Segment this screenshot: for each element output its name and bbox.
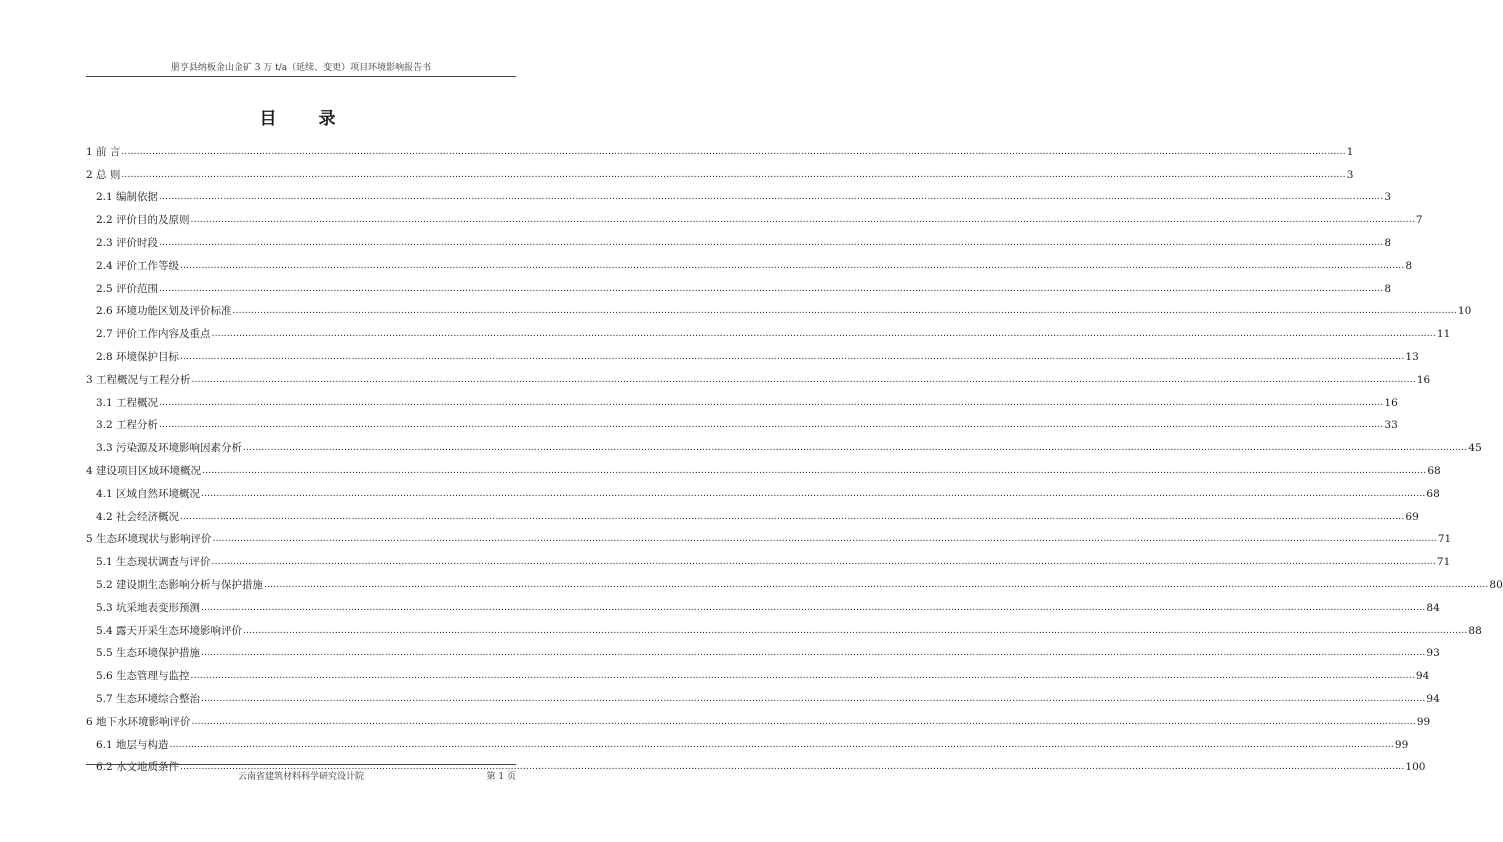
toc-dot-leader: ................................................................................................................................................................................................................................................................................................................................................................................................................	[190, 215, 1415, 226]
toc-dot-leader: ................................................................................................................................................................................................................................................................................................................................................................................................................	[264, 579, 1489, 590]
toc-entry[interactable]	[86, 682, 1440, 705]
toc-entry-label: 3 工程概况与工程分析	[86, 373, 191, 386]
toc-dot-leader: ................................................................................................................................................................................................................................................................................................................................................................................................................	[211, 557, 1436, 568]
toc-entry-label: 2.4 评价工作等级	[96, 259, 180, 272]
toc-entry[interactable]	[86, 363, 1431, 386]
toc-entry-page: 3	[1384, 191, 1392, 204]
toc-entry-page: 1	[1346, 145, 1354, 158]
toc-entry-page: 68	[1426, 487, 1440, 500]
toc-dot-leader: ................................................................................................................................................................................................................................................................................................................................................................................................................	[180, 511, 1405, 522]
toc-dot-leader: ................................................................................................................................................................................................................................................................................................................................................................................................................	[121, 169, 1346, 180]
toc-entry-page: 99	[1394, 738, 1409, 751]
toc-entry[interactable]	[86, 568, 1503, 591]
toc-entry-label: 5 生态环境现状与影响评价	[86, 533, 212, 546]
toc-entry[interactable]	[86, 545, 1451, 569]
toc-entry[interactable]	[86, 409, 1398, 432]
toc-dot-leader: ................................................................................................................................................................................................................................................................................................................................................................................................................	[211, 329, 1436, 340]
toc-entry[interactable]	[86, 614, 1482, 637]
footer-page-number: 第 1 页	[486, 772, 516, 782]
toc-entry-page: 10	[1457, 305, 1472, 318]
toc-entry[interactable]	[86, 295, 1472, 318]
toc-entry[interactable]	[86, 431, 1482, 455]
toc-entry-label: 2.2 评价目的及原则	[96, 214, 190, 227]
toc-entry-label: 5.5 生态环境保护措施	[96, 647, 201, 660]
toc-entry-page: 94	[1415, 670, 1430, 683]
toc-dot-leader: ................................................................................................................................................................................................................................................................................................................................................................................................................	[159, 283, 1384, 294]
toc-entry-page: 8	[1384, 282, 1392, 295]
toc-entry[interactable]	[86, 705, 1431, 728]
toc-dot-leader: ................................................................................................................................................................................................................................................................................................................................................................................................................	[180, 762, 1405, 773]
toc-entry-label: 6 地下水环境影响评价	[86, 715, 191, 728]
toc-dot-leader: ................................................................................................................................................................................................................................................................................................................................................................................................................	[202, 465, 1427, 476]
toc-dot-leader: ................................................................................................................................................................................................................................................................................................................................................................................................................	[243, 625, 1468, 636]
toc-entry[interactable]	[86, 454, 1441, 477]
toc-dot-leader: ................................................................................................................................................................................................................................................................................................................................................................................................................	[159, 237, 1384, 248]
toc-entry-page: 71	[1437, 533, 1452, 546]
toc-entry[interactable]	[86, 203, 1423, 227]
page-title: 目 录	[259, 109, 354, 129]
toc-entry-label: 4 建设项目区域环境概况	[86, 464, 202, 477]
toc-entry[interactable]	[86, 272, 1392, 295]
page-header: 册亨县纳板金山金矿 3 万 t/a（延续、变更）项目环境影响报告书	[86, 60, 516, 77]
toc-entry-label: 6.2 水文地质条件	[96, 761, 180, 774]
toc-entry-label: 2.5 评价范围	[96, 282, 159, 295]
toc-dot-leader: ................................................................................................................................................................................................................................................................................................................................................................................................................	[159, 192, 1384, 203]
toc-entry[interactable]	[86, 317, 1451, 341]
toc-entry-page: 80	[1489, 578, 1503, 591]
toc-entry-label: 3.3 污染源及环境影响因素分析	[96, 442, 243, 455]
toc-dot-leader: ................................................................................................................................................................................................................................................................................................................................................................................................................	[190, 671, 1415, 682]
toc-entry-page: 16	[1384, 396, 1398, 409]
toc-entry[interactable]	[86, 340, 1419, 363]
footer-organization: 云南省建筑材料科学研究设计院	[237, 772, 364, 782]
toc-dot-leader: ................................................................................................................................................................................................................................................................................................................................................................................................................	[159, 420, 1384, 431]
toc-entry-label: 3.1 工程概况	[96, 396, 159, 409]
toc-entry-label: 2.6 环境功能区划及评价标准	[96, 305, 232, 318]
toc-entry-label: 2.8 环境保护目标	[96, 350, 180, 363]
toc-entry-page: 45	[1468, 442, 1482, 455]
toc-entry-label: 2.7 评价工作内容及重点	[96, 328, 211, 341]
toc-entry[interactable]	[86, 659, 1430, 683]
toc-entry[interactable]	[86, 386, 1398, 409]
toc-dot-leader: ................................................................................................................................................................................................................................................................................................................................................................................................................	[201, 602, 1426, 613]
table-of-contents	[86, 135, 1503, 774]
toc-dot-leader: ................................................................................................................................................................................................................................................................................................................................................................................................................	[201, 488, 1426, 499]
toc-entry-page: 13	[1405, 350, 1419, 363]
toc-entry[interactable]	[86, 728, 1409, 751]
toc-entry-page: 99	[1416, 715, 1431, 728]
toc-entry-page: 11	[1436, 328, 1451, 341]
toc-entry-page: 7	[1415, 214, 1423, 227]
toc-entry-page: 8	[1405, 259, 1413, 272]
toc-entry-page: 84	[1426, 601, 1440, 614]
toc-entry[interactable]	[86, 226, 1392, 249]
toc-dot-leader: ................................................................................................................................................................................................................................................................................................................................................................................................................	[121, 146, 1346, 157]
toc-entry-page: 68	[1427, 464, 1441, 477]
toc-entry[interactable]	[86, 477, 1440, 500]
toc-entry[interactable]	[86, 591, 1440, 614]
toc-entry-label: 2 总 则	[86, 168, 121, 181]
toc-entry[interactable]	[86, 249, 1413, 272]
toc-entry[interactable]	[86, 500, 1419, 523]
toc-entry-page: 100	[1405, 761, 1426, 774]
toc-entry-label: 5.2 建设期生态影响分析与保护措施	[96, 578, 264, 591]
toc-entry-page: 88	[1468, 624, 1482, 637]
toc-entry-label: 5.7 生态环境综合整治	[96, 692, 201, 705]
toc-entry-page: 71	[1436, 556, 1451, 569]
toc-entry-label: 5.4 露天开采生态环境影响评价	[96, 624, 243, 637]
toc-entry-page: 16	[1416, 373, 1431, 386]
toc-entry-label: 2.1 编制依据	[96, 191, 159, 204]
toc-dot-leader: ................................................................................................................................................................................................................................................................................................................................................................................................................	[191, 716, 1416, 727]
toc-entry-label: 3.2 工程分析	[96, 419, 159, 432]
toc-entry-label: 2.3 评价时段	[96, 236, 159, 249]
toc-dot-leader: ................................................................................................................................................................................................................................................................................................................................................................................................................	[180, 260, 1405, 271]
toc-dot-leader: ................................................................................................................................................................................................................................................................................................................................................................................................................	[243, 443, 1468, 454]
toc-dot-leader: ................................................................................................................................................................................................................................................................................................................................................................................................................	[169, 739, 1394, 750]
toc-entry-label: 1 前 言	[86, 145, 121, 158]
toc-dot-leader: ................................................................................................................................................................................................................................................................................................................................................................................................................	[212, 534, 1437, 545]
toc-dot-leader: ................................................................................................................................................................................................................................................................................................................................................................................................................	[201, 648, 1426, 659]
toc-entry-page: 8	[1384, 236, 1392, 249]
toc-entry-label: 5.1 生态现状调查与评价	[96, 556, 211, 569]
toc-entry-label: 4.1 区域自然环境概况	[96, 487, 201, 500]
toc-entry[interactable]	[86, 158, 1354, 181]
toc-dot-leader: ................................................................................................................................................................................................................................................................................................................................................................................................................	[201, 693, 1426, 704]
toc-entry-page: 94	[1426, 692, 1440, 705]
toc-entry-label: 5.3 坑采地表变形预测	[96, 601, 201, 614]
toc-dot-leader: ................................................................................................................................................................................................................................................................................................................................................................................................................	[159, 397, 1384, 408]
toc-entry-label: 6.1 地层与构造	[96, 738, 169, 751]
toc-entry[interactable]	[86, 523, 1452, 546]
toc-dot-leader: ................................................................................................................................................................................................................................................................................................................................................................................................................	[232, 306, 1457, 317]
toc-entry-label: 5.6 生态管理与监控	[96, 670, 190, 683]
page-footer	[86, 764, 516, 783]
toc-entry[interactable]	[86, 181, 1392, 204]
toc-entry-label: 4.2 社会经济概况	[96, 510, 180, 523]
toc-dot-leader: ................................................................................................................................................................................................................................................................................................................................................................................................................	[191, 374, 1416, 385]
toc-dot-leader: ................................................................................................................................................................................................................................................................................................................................................................................................................	[180, 351, 1405, 362]
toc-entry-page: 3	[1346, 168, 1354, 181]
toc-entry[interactable]	[86, 637, 1440, 660]
toc-entry-page: 33	[1384, 419, 1398, 432]
toc-entry-page: 93	[1426, 647, 1440, 660]
toc-entry[interactable]	[86, 135, 1354, 158]
toc-entry-page: 69	[1405, 510, 1419, 523]
